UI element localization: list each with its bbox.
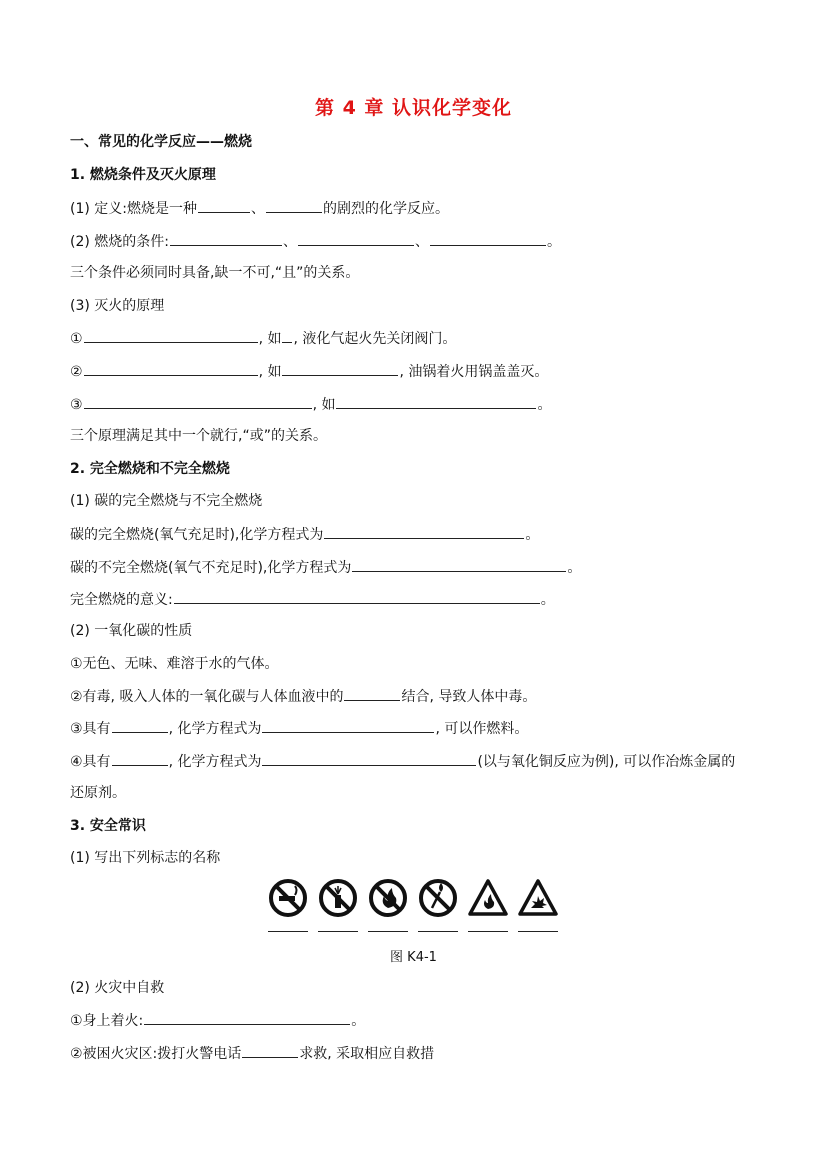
co-property-4: ④具有 , 化学方程式为 (以与氧化铜反应为例), 可以作冶炼金属的 — [70, 751, 735, 772]
subsection-heading-1: 1. 燃烧条件及灭火原理 — [70, 167, 216, 183]
subsection-heading-2: 2. 完全燃烧和不完全燃烧 — [70, 461, 230, 477]
answer-blank[interactable] — [318, 931, 358, 932]
carbon-incomplete-line: 碳的不完全燃烧(氧气不充足时),化学方程式为 。 — [70, 557, 581, 578]
extinguish-line-3: ③ , 如 。 — [70, 394, 551, 415]
answer-blank[interactable] — [344, 686, 400, 701]
carbon-heading: (1) 碳的完全燃烧与不完全燃烧 — [70, 493, 263, 509]
co-heading: (2) 一氧化碳的性质 — [70, 623, 193, 639]
explosive-warning-icon — [518, 878, 558, 918]
answer-blank[interactable] — [368, 931, 408, 932]
answer-blank[interactable] — [84, 328, 258, 343]
answer-blank[interactable] — [144, 1010, 350, 1025]
answer-blank[interactable] — [282, 361, 398, 376]
answer-blank[interactable] — [324, 524, 524, 539]
answer-blank[interactable] — [268, 931, 308, 932]
answer-blank[interactable] — [112, 718, 168, 733]
co-property-4-cont: 还原剂。 — [70, 785, 126, 801]
answer-blank[interactable] — [430, 231, 546, 246]
combustion-meaning-line: 完全燃烧的意义: 。 — [70, 589, 555, 610]
extinguish-line-2: ② , 如 , 油锅着火用锅盖盖灭。 — [70, 361, 548, 382]
condition-note: 三个条件必须同时具备,缺一不可,“且”的关系。 — [70, 265, 360, 281]
co-property-2: ②有毒, 吸入人体的一氧化碳与人体血液中的 结合, 导致人体中毒。 — [70, 686, 536, 707]
fire-escape-heading: (2) 火灾中自救 — [70, 980, 165, 996]
extinguish-note: 三个原理满足其中一个就行,“或”的关系。 — [70, 428, 327, 444]
no-matches-icon — [418, 878, 458, 918]
answer-blank[interactable] — [84, 361, 258, 376]
section-heading: 一、常见的化学反应——燃烧 — [70, 134, 252, 150]
definition-line: (1) 定义:燃烧是一种 、 的剧烈的化学反应。 — [70, 198, 449, 219]
answer-blank[interactable] — [266, 198, 322, 213]
answer-blank[interactable] — [298, 231, 414, 246]
co-property-3: ③具有 , 化学方程式为 , 可以作燃料。 — [70, 718, 528, 739]
answer-blank[interactable] — [174, 589, 540, 604]
fire-escape-line-1: ①身上着火: 。 — [70, 1010, 365, 1031]
no-open-flame-icon — [368, 878, 408, 918]
answer-blank[interactable] — [352, 557, 566, 572]
answer-blank[interactable] — [112, 751, 168, 766]
no-fireworks-icon — [318, 878, 358, 918]
answer-blank[interactable] — [262, 751, 476, 766]
answer-blank[interactable] — [468, 931, 508, 932]
answer-blank[interactable] — [418, 931, 458, 932]
extinguish-heading: (3) 灭火的原理 — [70, 298, 165, 314]
answer-blank[interactable] — [336, 394, 536, 409]
no-smoking-icon — [268, 878, 308, 918]
subsection-heading-3: 3. 安全常识 — [70, 818, 146, 834]
answer-blank[interactable] — [282, 328, 292, 343]
condition-line: (2) 燃烧的条件: 、 、 。 — [70, 231, 561, 252]
page-title: 第 4 章 认识化学变化 — [314, 97, 513, 119]
answer-blank[interactable] — [84, 394, 312, 409]
extinguish-line-1: ① , 如 , 液化气起火先关闭阀门。 — [70, 328, 456, 349]
flammable-warning-icon — [468, 878, 508, 918]
co-property-1: ①无色、无味、难溶于水的气体。 — [70, 656, 279, 672]
answer-blank[interactable] — [518, 931, 558, 932]
signs-heading: (1) 写出下列标志的名称 — [70, 850, 221, 866]
fire-escape-line-2: ②被困火灾区:拨打火警电话 求救, 采取相应自救措 — [70, 1043, 434, 1064]
answer-blank[interactable] — [262, 718, 434, 733]
answer-blank[interactable] — [170, 231, 282, 246]
answer-blank[interactable] — [242, 1043, 298, 1058]
figure-caption: 图 K4-1 — [390, 950, 437, 965]
safety-signs-figure — [268, 878, 560, 934]
carbon-complete-line: 碳的完全燃烧(氧气充足时),化学方程式为 。 — [70, 524, 539, 545]
answer-blank[interactable] — [198, 198, 250, 213]
